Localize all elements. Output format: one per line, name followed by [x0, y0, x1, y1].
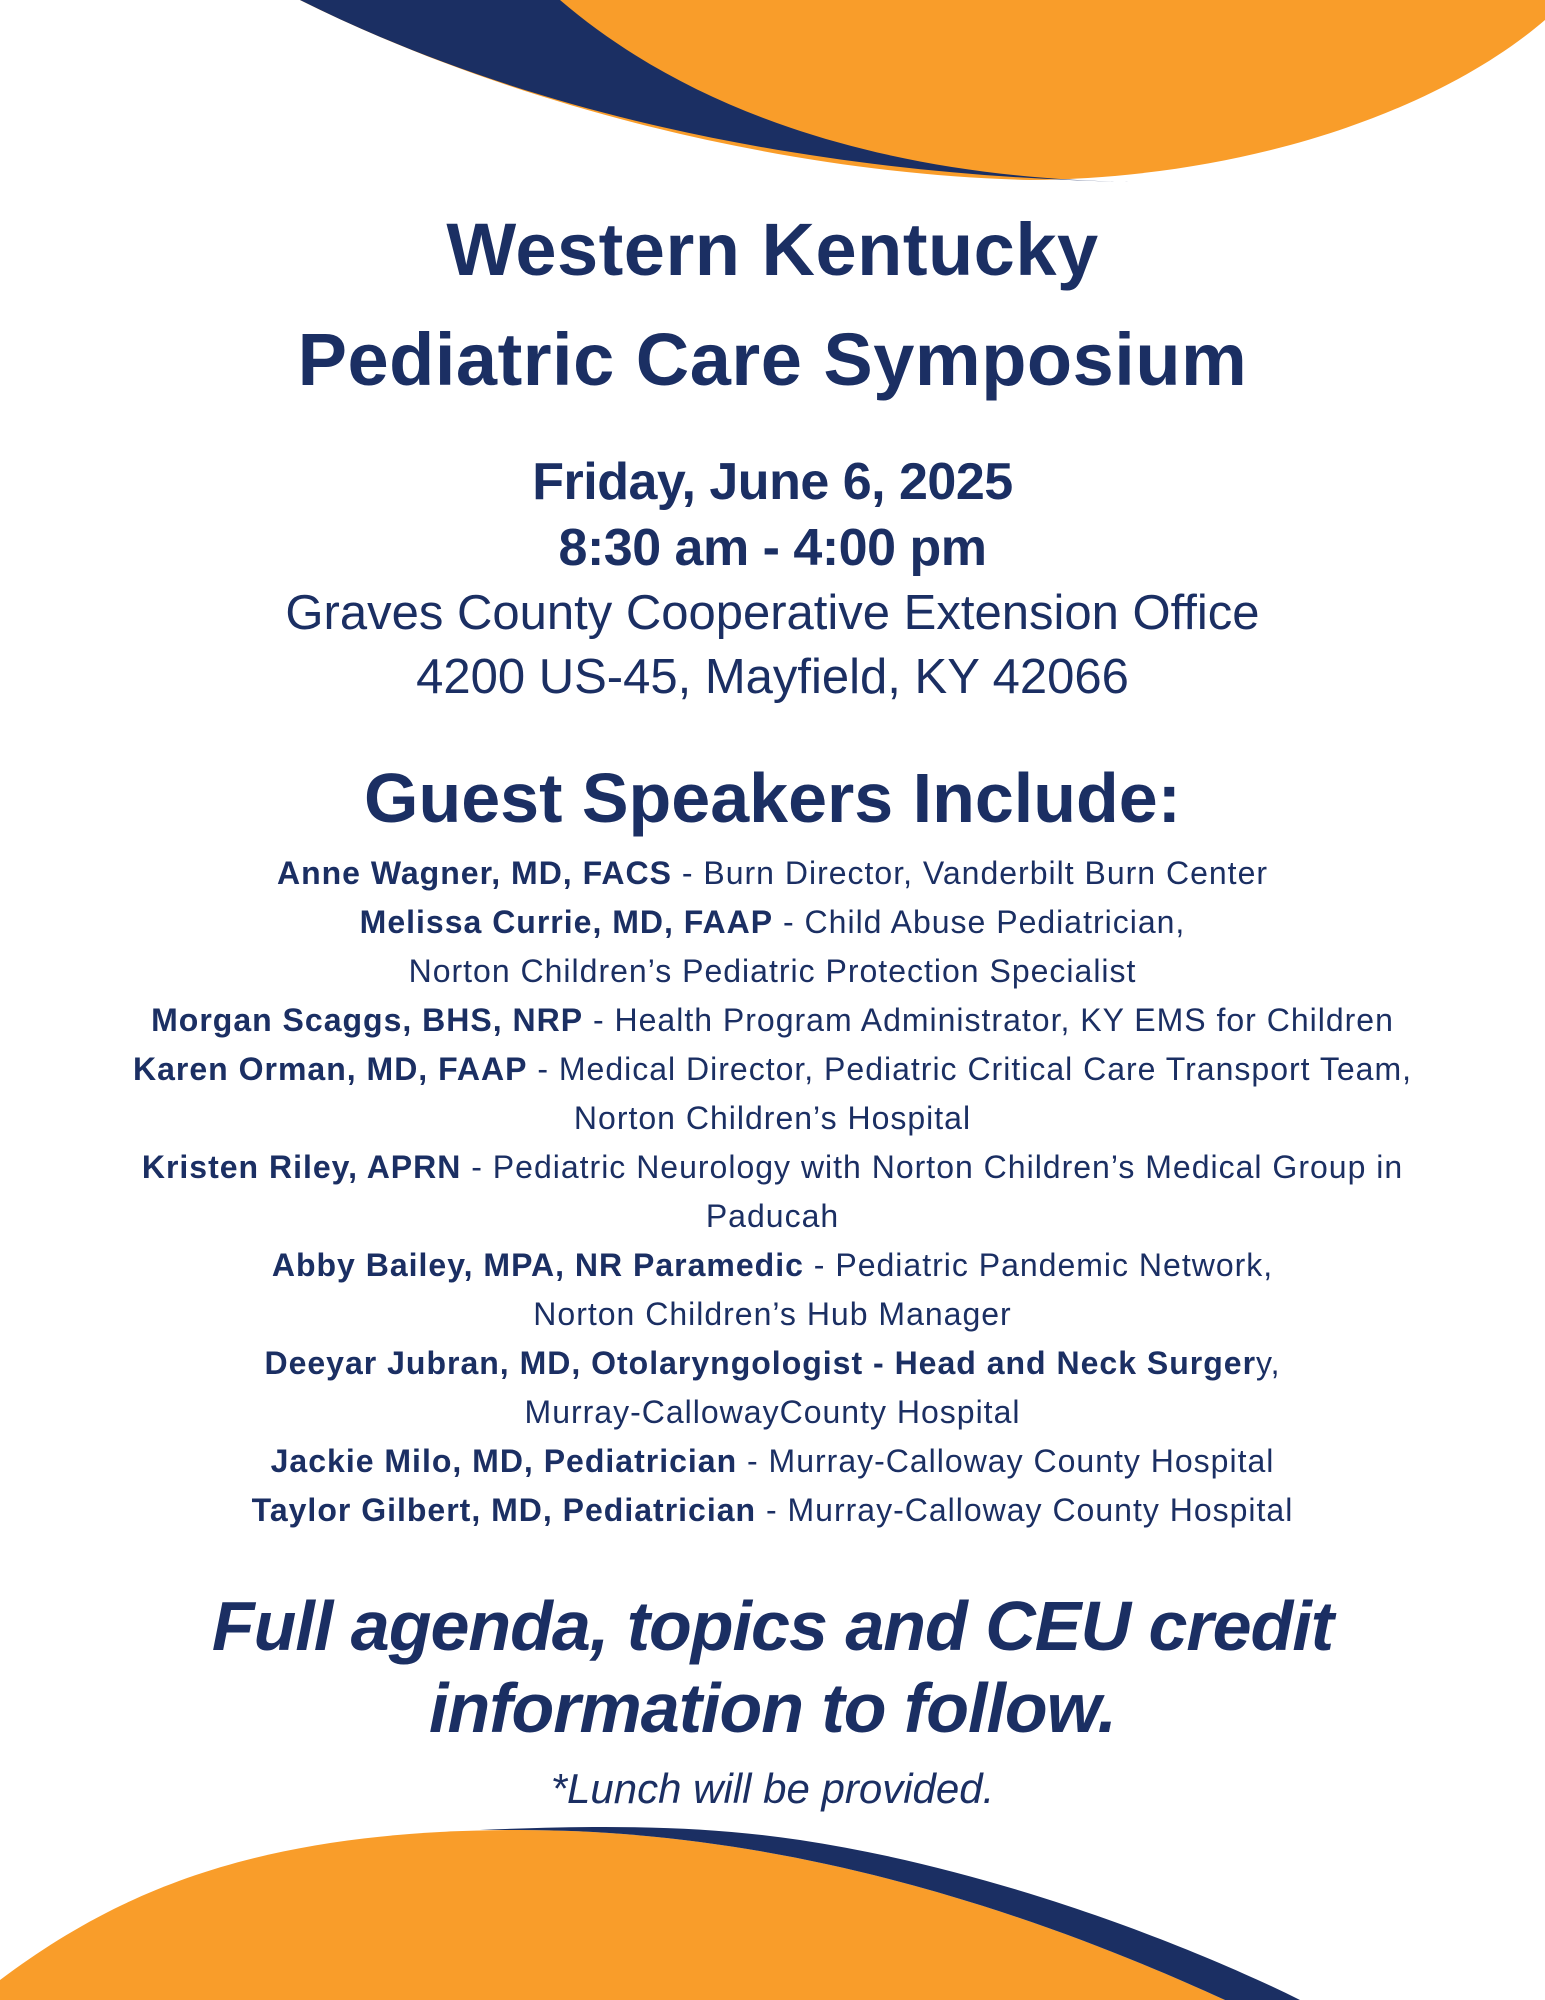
- speaker-detail: - Pediatric Neurology with Norton Children’s Medical Group in: [461, 1149, 1404, 1185]
- title-line-1: Western Kentucky: [446, 208, 1099, 291]
- speaker-detail-line-2: Norton Children’s Hospital: [573, 1100, 972, 1136]
- speaker-name: Taylor Gilbert, MD, Pediatrician: [251, 1492, 757, 1528]
- speaker-item: [0, 996, 1545, 1045]
- speaker-detail: - Burn Director, Vanderbilt Burn Center: [671, 855, 1269, 891]
- speaker-item: [0, 1437, 1545, 1486]
- speaker-name: Karen Orman, MD, FAAP: [133, 1051, 528, 1087]
- speaker-name: Kristen Riley, APRN: [141, 1149, 462, 1185]
- speaker-detail: - Health Program Administrator, KY EMS for Children: [583, 1002, 1394, 1038]
- agenda-notice-line-1: Full agenda, topics and CEU credit: [211, 1587, 1334, 1665]
- speaker-detail-line-2: Paducah: [705, 1198, 840, 1234]
- speaker-item: [0, 1486, 1545, 1535]
- speaker-detail: - Child Abuse Pediatrician,: [773, 904, 1186, 940]
- speaker-name: Deeyar Jubran, MD, Otolaryngologist - Head and Neck Surger: [264, 1345, 1257, 1381]
- speaker-item: [0, 1045, 1545, 1143]
- speaker-detail: y,: [1256, 1345, 1281, 1381]
- speaker-item: [0, 1241, 1545, 1339]
- speaker-detail: - Pediatric Pandemic Network,: [803, 1247, 1274, 1283]
- speaker-detail-line-2: Norton Children’s Hub Manager: [533, 1296, 1012, 1332]
- speaker-item: [0, 1143, 1545, 1241]
- speaker-name: Anne Wagner, MD, FACS: [276, 855, 672, 891]
- speaker-name: Jackie Milo, MD, Pediatrician: [270, 1443, 738, 1479]
- speaker-item: [0, 849, 1545, 898]
- event-date: Friday, June 6, 2025: [532, 453, 1013, 511]
- speakers-heading: Guest Speakers Include:: [364, 759, 1181, 837]
- bottom-wave-decoration: [0, 1800, 1545, 2000]
- speaker-name: Morgan Scaggs, BHS, NRP: [151, 1002, 584, 1038]
- event-time: 8:30 am - 4:00 pm: [558, 519, 987, 577]
- flyer-content: [0, 195, 1545, 1819]
- speaker-detail-line-2: Norton Children’s Pediatric Protection Specialist: [408, 953, 1137, 989]
- speaker-item: [0, 898, 1545, 996]
- event-title: [0, 195, 1545, 415]
- title-line-2: Pediatric Care Symposium: [297, 318, 1248, 401]
- speaker-detail: - Murray-Calloway County Hospital: [737, 1443, 1275, 1479]
- speaker-detail: - Murray-Calloway County Hospital: [756, 1492, 1294, 1528]
- speaker-detail-line-2: Murray-CallowayCounty Hospital: [524, 1394, 1021, 1430]
- speaker-detail: - Medical Director, Pediatric Critical Care Transport Team,: [527, 1051, 1412, 1087]
- agenda-notice: [0, 1585, 1545, 1749]
- event-location: [0, 581, 1545, 709]
- speaker-name: Melissa Currie, MD, FAAP: [359, 904, 774, 940]
- agenda-notice-line-2: information to follow.: [429, 1669, 1116, 1747]
- speaker-name: Abby Bailey, MPA, NR Paramedic: [271, 1247, 804, 1283]
- lunch-note: *Lunch will be provided.: [550, 1765, 995, 1812]
- speaker-list: [0, 849, 1545, 1535]
- event-date-time: [0, 449, 1545, 581]
- event-address: 4200 US-45, Mayfield, KY 42066: [416, 650, 1129, 704]
- event-venue: Graves County Cooperative Extension Office: [285, 586, 1260, 640]
- top-wave-decoration: [0, 0, 1545, 190]
- speaker-item: [0, 1339, 1545, 1437]
